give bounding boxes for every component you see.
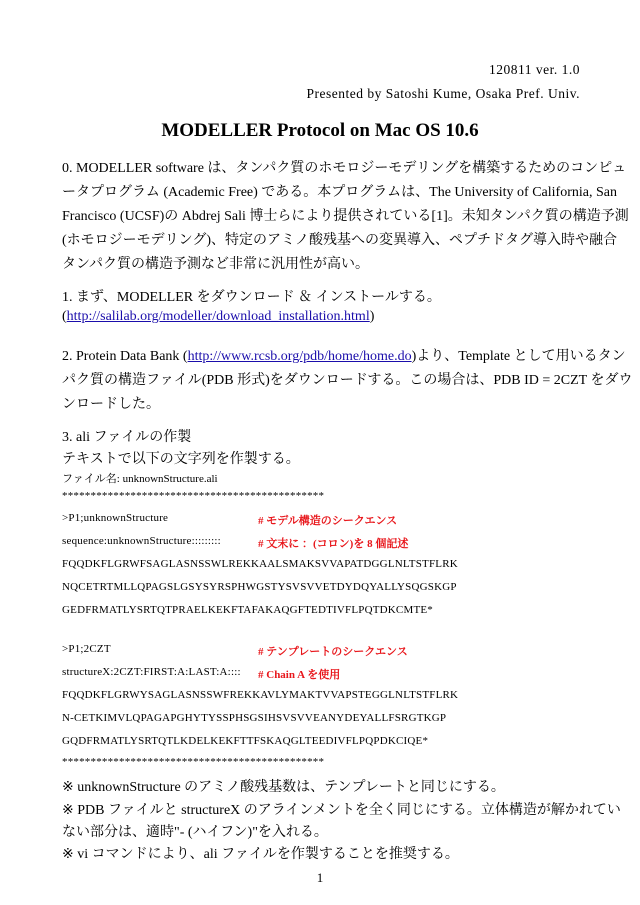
section3-heading: 3. ali ファイルの作製 — [62, 430, 192, 445]
section2-line: ンロードした。 — [62, 397, 160, 412]
sequence-line: FQQDKFLGRWFSAGLASNSSWLREKKAALSMAKSVVAPATDGGLNLTSTFLRK — [62, 558, 458, 570]
section1-heading: 1. まず、MODELLER をダウンロード ＆ インストールする。 — [62, 290, 441, 305]
annotation-note: # テンプレートのシークエンス — [258, 646, 408, 658]
sequence-line: GEDFRMATLYSRTQTPRAELKEKFTAFAKAQGFTEDTIVFLPQTDKCMTE* — [62, 604, 433, 616]
version-line: 120811 ver. 1.0 — [489, 62, 580, 77]
sequence-line: NQCETRTMLLQPAGSLGSYSYRSPHWGSTYSVSVVETDYDQYALLYSQGSKGP — [62, 581, 457, 593]
annotation-note: # モデル構造のシークエンス — [258, 515, 398, 527]
section0-line: ータプログラム (Academic Free) である。本プログラムは、The University of California, San — [62, 185, 617, 200]
section2-prefix: 2. Protein Data Bank ( — [62, 349, 188, 364]
stars-divider: ********************************************** — [62, 490, 325, 502]
presenter-line: Presented by Satoshi Kume, Osaka Pref. Univ. — [306, 86, 580, 101]
note-line: ※ vi コマンドにより、ali ファイルを作製することを推奨する。 — [62, 847, 459, 862]
sequence-line: FQQDKFLGRWYSAGLASNSSWFREKKAVLYMAKTVVAPSTEGGLNLTSTFLRK — [62, 689, 459, 701]
seq-header: >P1;2CZT — [62, 643, 111, 655]
seq-line: sequence:unknownStructure::::::::: — [62, 535, 221, 547]
page-number: 1 — [316, 870, 324, 885]
paren: ) — [369, 309, 375, 324]
seq-header: >P1;unknownStructure — [62, 512, 169, 524]
paren: ( — [62, 309, 67, 324]
section0-line: (ホモロジーモデリング)、特定のアミノ酸残基への変異導入、ペプチドタグ導入時や融合 — [62, 233, 618, 248]
page-title: MODELLER Protocol on Mac OS 10.6 — [161, 120, 479, 141]
section3-line: テキストで以下の文字列を作製する。 — [62, 452, 300, 467]
sequence-line: GQDFRMATLYSRTQTLKDELKEKFTTFSKAQGLTEEDIVFLPQPDKCIQE* — [62, 735, 429, 747]
section2-suffix: )より、Template として用いるタン — [411, 349, 626, 364]
note-line: ない部分は、適時"- (ハイフン)"を入れる。 — [62, 825, 328, 840]
modeller-download-link[interactable]: http://salilab.org/modeller/download_installation.html — [66, 309, 370, 324]
annotation-note: # Chain A を使用 — [258, 669, 341, 681]
section0-line: タンパク質の構造予測など非常に汎用性が高い。 — [62, 257, 370, 272]
section2-line — [62, 345, 626, 365]
section1-link-line — [62, 309, 374, 325]
pdb-link[interactable]: http://www.rcsb.org/pdb/home/home.do — [187, 349, 412, 364]
stars-divider: ********************************************** — [62, 756, 325, 768]
note-line: ※ PDB ファイルと structureX のアラインメントを全く同じにする。立体構造が解かれてい — [62, 803, 621, 818]
section0-line: Francisco (UCSF)の Abdrej Sali 博士らにより提供されている[1]。未知タンパク質の構造予測 — [62, 209, 629, 224]
section0-line: 0. MODELLER software は、タンパク質のホモロジーモデリングを構築するためのコンピュ — [62, 161, 627, 176]
annotation-note: # 文末に ：(コロン)を 8 個記述 — [258, 538, 409, 550]
note-line: ※ unknownStructure のアミノ酸残基数は、テンプレートと同じにする。 — [62, 780, 505, 795]
struct-line: structureX:2CZT:FIRST:A:LAST:A:::: — [62, 666, 241, 678]
sequence-line: N-CETKIMVLQPAGAPGHYTYSSPHSGSIHSVSVVEANYDEYALLFSRGTKGP — [62, 712, 447, 724]
filename-line: ファイル名: unknownStructure.ali — [62, 473, 218, 485]
section2-line: パク質の構造ファイル(PDB 形式)をダウンロードする。この場合は、PDB ID = 2CZT をダウ — [62, 373, 633, 388]
